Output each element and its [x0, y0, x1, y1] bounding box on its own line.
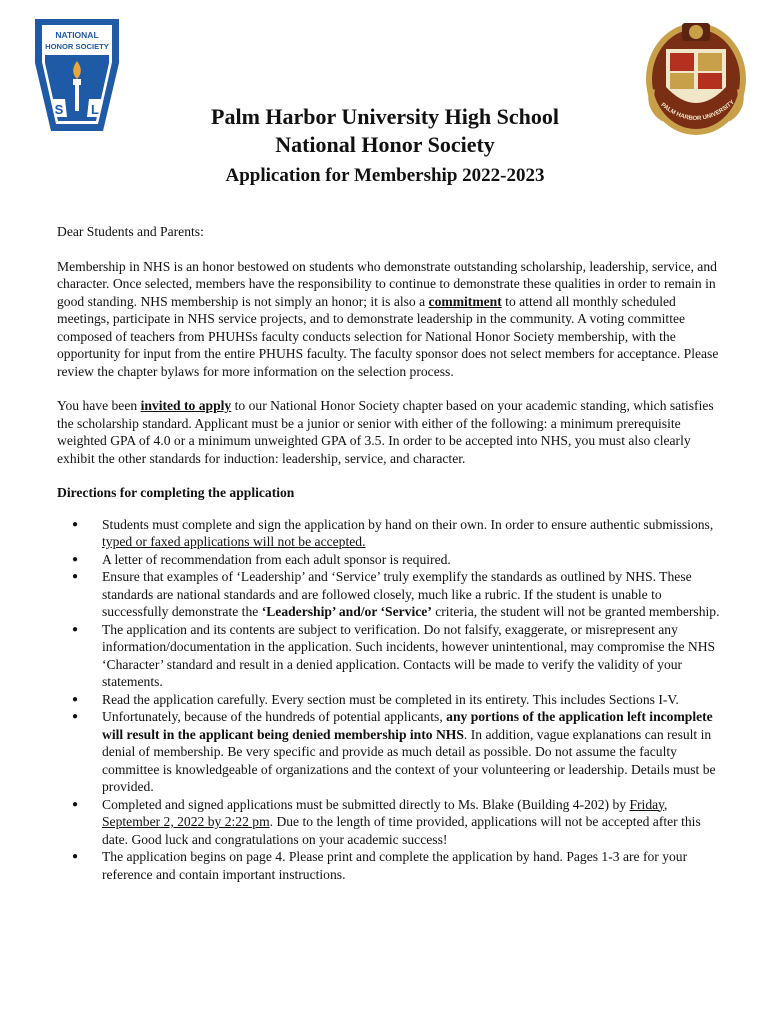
list-item: ● Students must complete and sign the application by hand on their own. In order to ensure authentic submissions, typed or faxed applications will not be accepted.	[102, 516, 722, 551]
logo-letter-l: L	[91, 102, 99, 117]
invited-emphasis: invited to apply	[140, 398, 232, 413]
school-name: Palm Harbor University High School	[211, 104, 559, 129]
list-item: ● Unfortunately, because of the hundreds of potential applicants, any portions of the application left incomplete will result in the applicant being denied membership into NHS. In addition, vague explanations can result in denial of membership. Be very specific and provide as much detail as possible. Do not assume the faculty committee is knowledgeable of organizations and the context of your volunteering or leadership. Details must be provided.	[102, 708, 722, 796]
list-item: ● Ensure that examples of ‘Leadership’ and ‘Service’ truly exemplify the standards as outlined by NHS. These standards are national standards and are followed closely, much like a rubric. If the student is unable to successfully demonstrate the ‘Leadership’ and/or ‘Service’ criteria, the student will not be granted membership.	[102, 568, 722, 621]
intro-paragraph	[57, 258, 722, 381]
invite-text-2: to our National Honor Society chapter based on your academic standing, which satisfies the scholarship standard. Applicant must be a junior or senior with either of the following: a minimum prerequisite weighted GPA of 4.0 or a minimum unweighted GPA of 3.5. In order to be accepted into NHS, you must also clearly exhibit the other standards for induction: leadership, service, and character.	[57, 398, 714, 466]
logo-text-honor-society: HONOR SOCIETY	[45, 42, 109, 51]
intro-text-1: Membership in NHS is an honor bestowed on students who demonstrate outstanding scholarship, leadership, service, and character. Once selected, members have the responsibility to continue to demonstrate these qualities in order to remain in good standing. NHS membership is not simply an honor; it is also a	[57, 258, 717, 309]
directions-heading: Directions for completing the application	[57, 485, 295, 500]
letter-body	[57, 223, 722, 883]
logo-letter-s: S	[54, 102, 64, 117]
crest-motto: PALM HARBOR UNIVERSITY	[659, 99, 736, 123]
salutation: Dear Students and Parents:	[57, 224, 204, 239]
invite-text-1: You have been	[57, 398, 141, 413]
directions-list	[57, 516, 722, 884]
list-item: ● Completed and signed applications must be submitted directly to Ms. Blake (Building 4-202) by Friday, September 2, 2022 by 2:22 pm. Due to the length of time provided, applications will not be accepted after this date. Good luck and congratulations on your academic success!	[102, 796, 722, 849]
helmet-icon	[689, 25, 703, 39]
logo-text-national: NATIONAL	[55, 30, 99, 40]
list-item: ● The application and its contents are subject to verification. Do not falsify, exaggerate, or misrepresent any information/documentation in the application. Such incidents, however unintentional, may compromise the NHS ‘Character’ standard and result in a denied application. Contacts will be made to verify the validity of your statements.	[102, 621, 722, 691]
title-block	[150, 103, 620, 189]
nhs-logo	[33, 17, 121, 133]
school-crest-logo	[644, 19, 748, 137]
list-item: ● The application begins on page 4. Please print and complete the application by hand. Pages 1-3 are for your reference and contain important instructions.	[102, 848, 722, 883]
organization-name: National Honor Society	[275, 132, 495, 157]
list-item: ● A letter of recommendation from each adult sponsor is required.	[102, 551, 722, 569]
list-item: ● Read the application carefully. Every section must be completed in its entirety. This includes Sections I-V.	[102, 691, 722, 709]
torch-icon	[75, 85, 79, 111]
intro-text-2: to attend all monthly scheduled meetings, participate in NHS service projects, and to demonstrate leadership in the community. A voting committee composed of teachers from PHUHSs faculty conducts selection for National Honor Society membership, with the opportunity for input from the entire PHUHS faculty. The faculty sponsor does not select members for acceptance. Please review the chapter bylaws for more information on the selection process.	[57, 293, 719, 379]
commitment-emphasis: commitment	[428, 293, 502, 309]
invitation-paragraph	[57, 397, 722, 467]
application-title: Application for Membership 2022-2023	[225, 165, 545, 186]
